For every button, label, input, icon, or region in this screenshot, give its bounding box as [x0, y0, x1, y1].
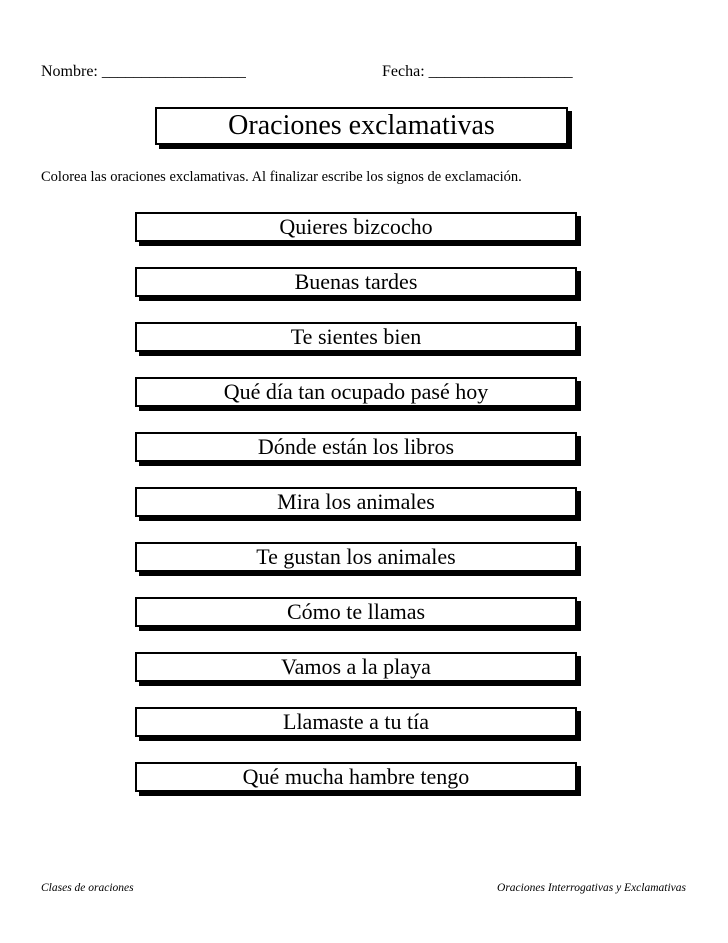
sentence-box-8[interactable]	[135, 597, 577, 627]
sentence-text: Te sientes bien	[290, 324, 422, 349]
sentence-text: Quieres bizcocho	[279, 214, 433, 239]
sentence-box-1[interactable]	[135, 212, 577, 242]
sentence-box-7[interactable]	[135, 542, 577, 572]
sentence-box-11[interactable]	[135, 762, 577, 792]
sentence-text: Cómo te llamas	[286, 599, 426, 624]
page-title-text: Oraciones exclamativas	[228, 110, 495, 141]
sentence-text: Dónde están los libros	[257, 434, 455, 459]
sentence-text: Vamos a la playa	[281, 654, 431, 679]
sentence-text: Buenas tardes	[294, 269, 418, 294]
sentence-text: Llamaste a tu tía	[283, 709, 429, 734]
sentence-box-4[interactable]	[135, 377, 577, 407]
sentence-box-10[interactable]	[135, 707, 577, 737]
sentence-text: Te gustan los animales	[256, 544, 456, 569]
footer-left: Clases de oraciones	[41, 882, 134, 894]
footer-right: Oraciones Interrogativas y Exclamativas	[497, 882, 686, 894]
sentence-text: Qué mucha hambre tengo	[242, 764, 470, 789]
instructions-text: Colorea las oraciones exclamativas. Al finalizar escribe los signos de exclamación.	[41, 169, 522, 185]
sentence-box-3[interactable]	[135, 322, 577, 352]
sentence-box-6[interactable]	[135, 487, 577, 517]
sentence-box-9[interactable]	[135, 652, 577, 682]
name-field[interactable]: Nombre: __________________	[41, 63, 246, 80]
sentence-text: Mira los animales	[277, 489, 435, 514]
sentence-box-2[interactable]	[135, 267, 577, 297]
sentence-text: Qué día tan ocupado pasé hoy	[223, 379, 489, 404]
sentence-box-5[interactable]	[135, 432, 577, 462]
date-field[interactable]: Fecha: __________________	[382, 63, 573, 80]
page-title	[155, 107, 568, 145]
